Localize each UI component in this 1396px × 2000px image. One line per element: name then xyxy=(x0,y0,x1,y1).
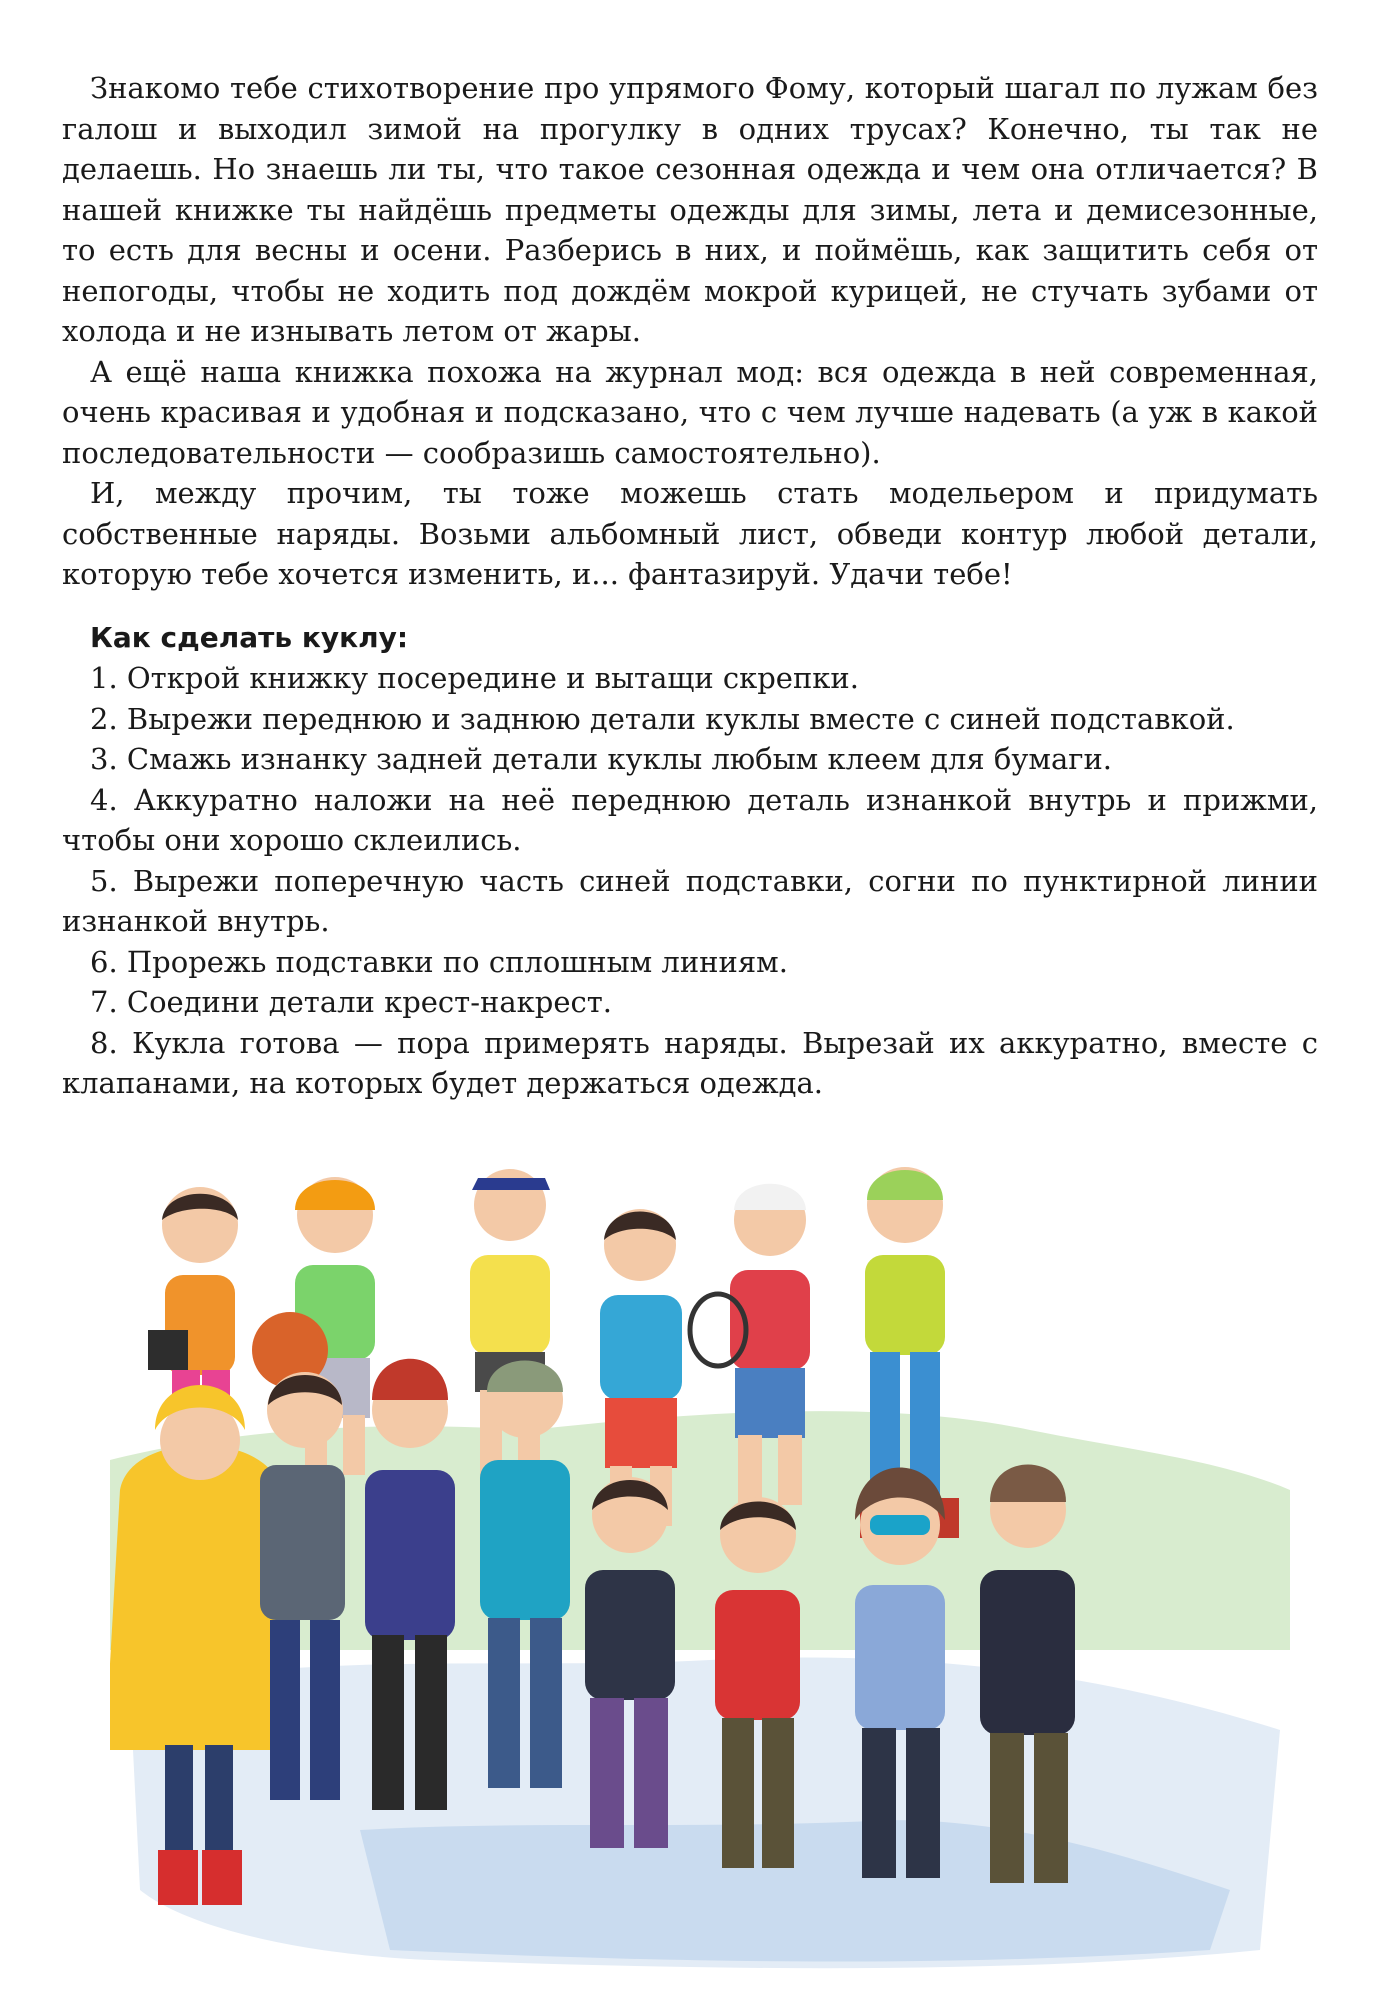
instruction-step: 2. Вырежи переднюю и заднюю детали куклы вместе с синей подставкой. xyxy=(90,701,1235,736)
doll-instructions xyxy=(62,618,1318,1104)
instruction-step: 5. Вырежи поперечную часть синей подставки, согни по пунктирной линии изнанкой внутрь. xyxy=(62,863,1318,938)
intro-text xyxy=(62,68,1318,595)
intro-paragraph: И, между прочим, ты тоже можешь стать модельером и придумать собственные наряды. Возьми альбомный лист, обведи контур любой детали, которую тебе хочется изменить, и... фантазируй. Удачи тебе! xyxy=(62,476,1318,591)
instructions-list xyxy=(62,658,1318,1104)
intro-paragraph: Знакомо тебе стихотворение про упрямого Фому, который шагал по лужам без галош и выходил зимой на прогулку в одних трусах? Конечно, ты так не делаешь. Но знаешь ли ты, что такое сезонная одежда и чем она отличается? В нашей книжке ты найдёшь предметы одежды для зимы, лета и демисезонные, то есть для весны и осени. Разберись в них, и поймёшь, как защитить себя от непогоды, чтобы не ходить под дождём мокрой курицей, не стучать зубами от холода и не изнывать летом от жары. xyxy=(62,71,1318,348)
children-illustration xyxy=(110,1130,1300,1985)
instruction-step: 8. Кукла готова — пора примерять наряды. Вырезай их аккуратно, вместе с клапанами, на которых будет держаться одежда. xyxy=(62,1025,1318,1100)
intro-paragraph: А ещё наша книжка похожа на журнал мод: вся одежда в ней современная, очень красивая и удобная и подсказано, что с чем лучше надевать (а уж в какой последовательности — сообразишь самостоятельно). xyxy=(62,354,1318,470)
instruction-step: 6. Прорежь подставки по сплошным линиям. xyxy=(90,944,788,979)
instruction-step: 3. Смажь изнанку задней детали куклы любым клеем для бумаги. xyxy=(90,742,1112,776)
instruction-step: 1. Открой книжку посередине и вытащи скрепки. xyxy=(90,661,859,695)
instructions-heading: Как сделать куклу: xyxy=(90,621,409,654)
instruction-step: 4. Аккуратно наложи на неё переднюю деталь изнанкой внутрь и прижми, чтобы они хорошо склеились. xyxy=(62,782,1318,857)
instruction-step: 7. Соедини детали крест-накрест. xyxy=(90,985,612,1019)
